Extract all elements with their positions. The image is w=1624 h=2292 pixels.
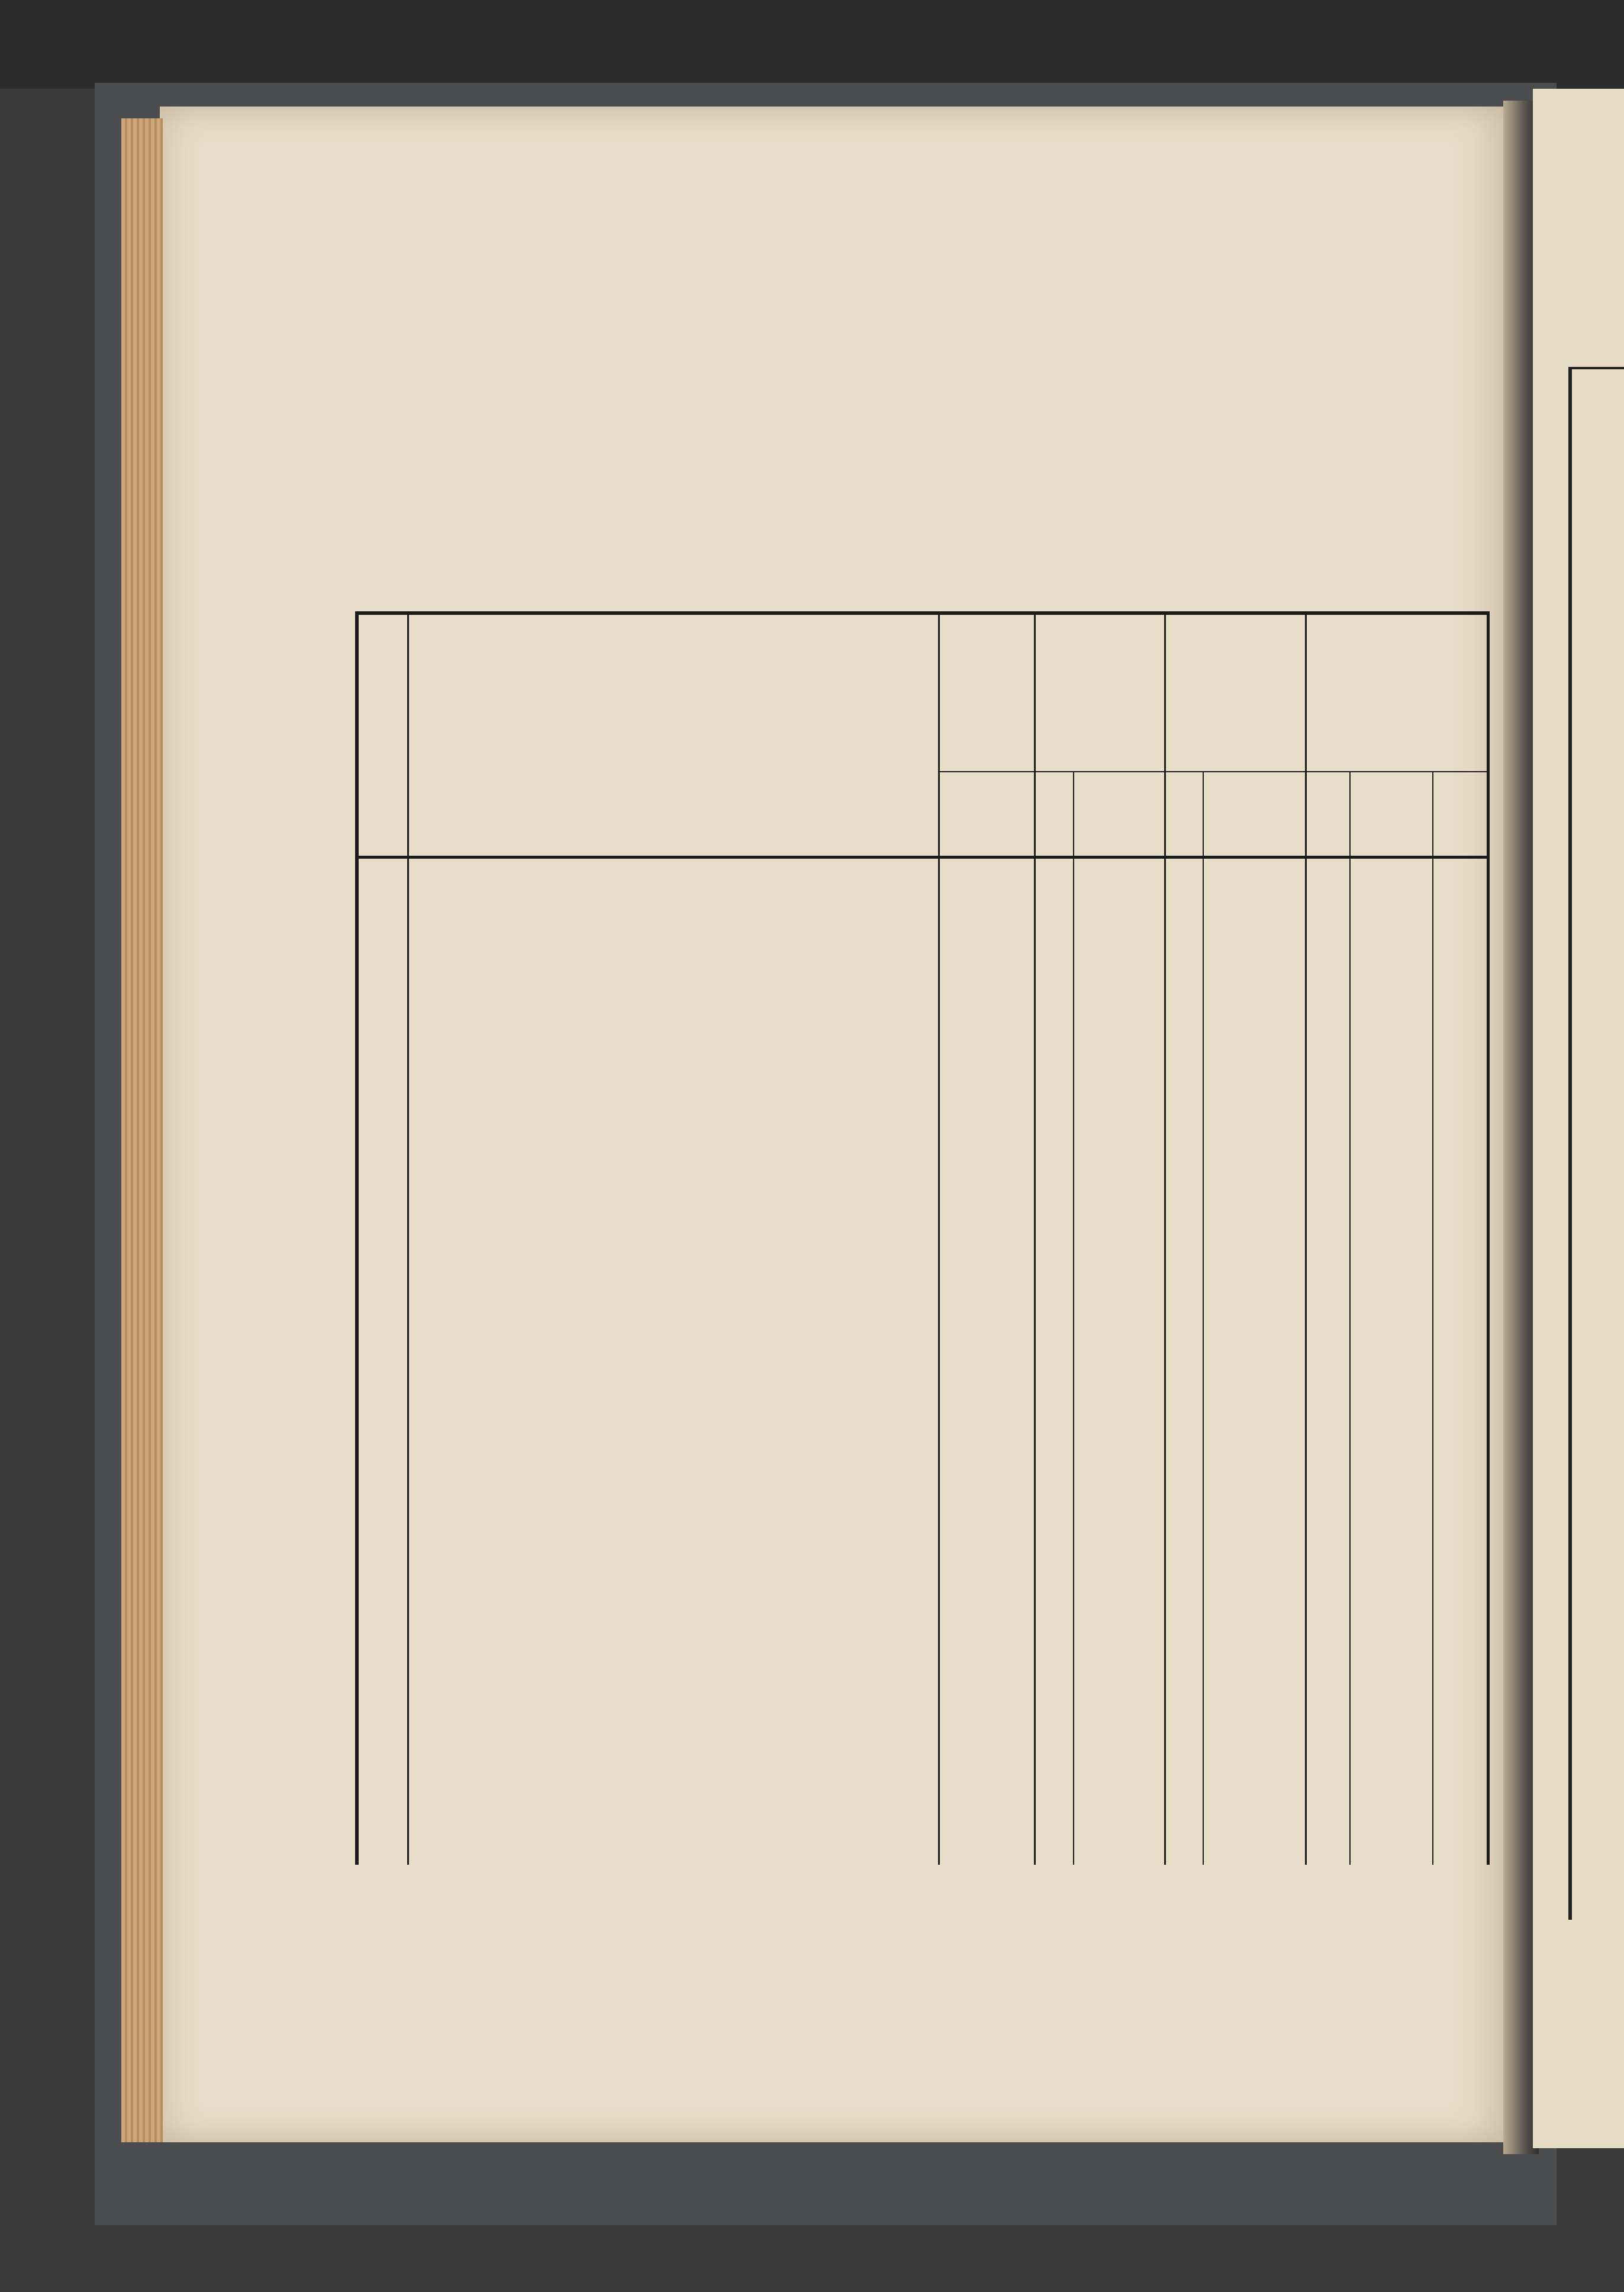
table-right-border	[1487, 611, 1490, 1865]
next-page-table-frame	[1568, 367, 1624, 1920]
table-header-rule	[355, 856, 1488, 859]
group1-line	[1034, 611, 1036, 1865]
group4-kop-line	[1432, 771, 1433, 1865]
units-rule	[938, 771, 1488, 772]
group3-kop-line	[1349, 771, 1351, 1865]
group1-kop-line	[1073, 771, 1074, 1865]
accounts-table	[355, 611, 1488, 1865]
group2-kop-line	[1203, 771, 1204, 1865]
name-column-line	[938, 611, 940, 1865]
group3-line	[1305, 611, 1307, 1865]
order-column-line	[407, 611, 409, 1865]
book-binding	[0, 0, 1624, 89]
table-left-border	[355, 611, 359, 1865]
next-page-fragment	[1533, 89, 1624, 2148]
group2-line	[1164, 611, 1166, 1865]
table-top-rule	[355, 611, 1488, 615]
page-edges	[121, 118, 163, 2142]
